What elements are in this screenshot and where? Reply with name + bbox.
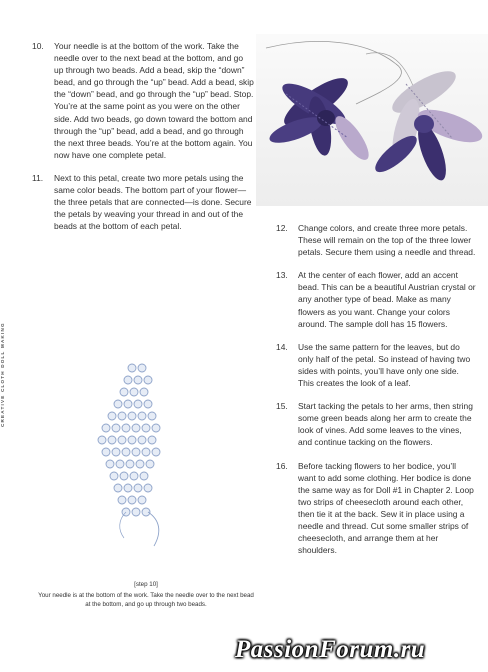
step-13	[276, 269, 476, 329]
step-number: 14.	[276, 341, 288, 352]
step-text: Before tacking flowers to her bodice, you’ll want to add some clothing. Her bodice is done the same way as for Doll #1 in Chapter 2. Loop two strips of cheesecloth around each other, then tie it at the back. Sew it in place using a needle and thread. Cut some smaller strips of cheesecloth, and arrange them at her shoulders.	[298, 460, 474, 556]
left-column	[32, 40, 254, 243]
step-text: Next to this petal, create two more petals using the same color beads. The bottom part of your flower—the three petals that are connected—is done. Secure the petals by weaving your thread in and out of the beads at the bottom of each petal.	[54, 172, 252, 232]
step-text: Start tacking the petals to her arms, then string some green beads along her arm to create the look of vines. Add some leaves to the vines, and continue tacking on the flowers.	[298, 401, 473, 448]
step-14	[276, 341, 476, 389]
step-10	[32, 40, 254, 161]
right-column	[276, 222, 476, 567]
step-number: 12.	[276, 223, 288, 233]
step-number: 10.	[32, 41, 44, 51]
diagram-caption	[36, 580, 256, 610]
purple-flower	[267, 70, 375, 164]
step-number: 16.	[276, 460, 288, 471]
step-text: Use the same pattern for the leaves, but do only half of the petal. So instead of having two sides with points, you’ll have only one side. This creates the look of a leaf.	[298, 341, 471, 389]
step-number: 15.	[276, 401, 288, 412]
caption-step-tag: [step 10]	[134, 581, 158, 588]
step-text: Your needle is at the bottom of the work. Take the needle over to the next bead at the bottom, and go up through two beads. Add a bead, skip the “down” bead, and go through the “up” bead. Add a bead, skip the “down” bead, and go through the “up” bead. Stop. You’re at the same point as you were on the other side. Add two beads, go down toward the bottom and through the “up” bead, add a bead, and go through the next three beads. You’re at the bottom again. You now have one complete petal.	[54, 41, 254, 160]
beaded-flowers-photo	[256, 34, 488, 206]
bead-pattern-diagram	[90, 360, 190, 550]
site-watermark: PassionForum.ru	[235, 636, 426, 663]
bead-diagram-graphic	[90, 360, 190, 550]
step-15	[276, 400, 476, 448]
step-11	[32, 172, 254, 232]
caption-text: Your needle is at the bottom of the work. Take the needle over to the next bead at the bottom, and go up through two beads.	[38, 591, 254, 608]
silver-flower	[370, 64, 486, 184]
step-16	[276, 460, 476, 557]
beaded-flowers-illustration	[256, 34, 488, 206]
step-text: At the center of each flower, add an accent bead. This can be a beautiful Austrian crystal or any another type of bead. Make as many flowers as you want. Change your colors around. The sample doll has 15 flowers.	[298, 270, 476, 329]
running-side-label: CREATIVE CLOTH DOLL MAKING	[0, 322, 5, 428]
step-number: 13.	[276, 270, 288, 281]
step-number: 11.	[32, 172, 44, 183]
step-12	[276, 222, 476, 258]
step-text: Change colors, and create three more petals. These will remain on the top of the three lower petals. Secure them using a needle and thread.	[298, 223, 476, 258]
